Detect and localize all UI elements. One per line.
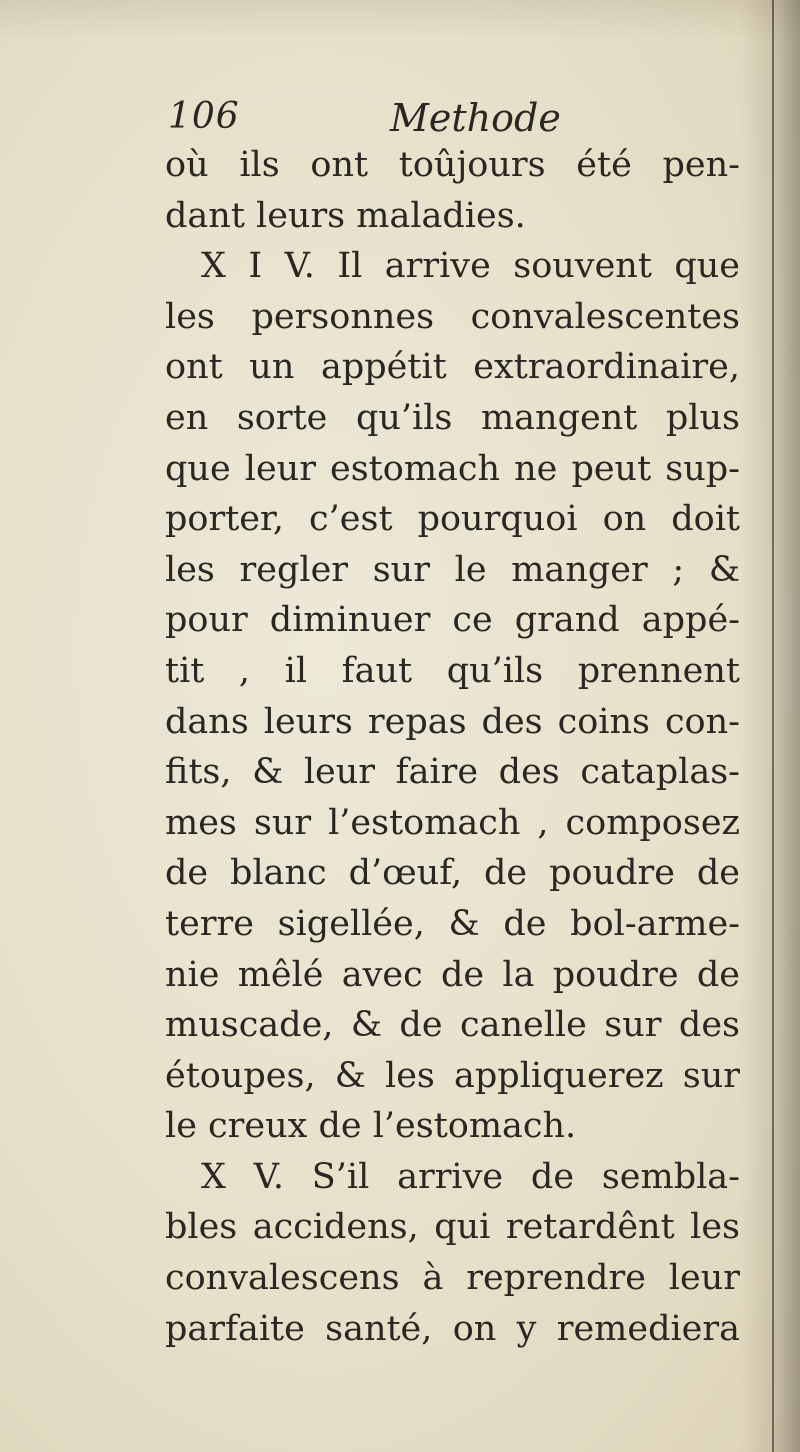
paragraph-xv-start: X V. S’il arrive de sembla- — [201, 1156, 740, 1197]
text-line: que leur estomach ne peut sup- — [165, 448, 740, 489]
page-top-shadow — [0, 0, 800, 40]
text-line: les regler sur le manger ; & — [165, 549, 740, 590]
text-line: terre sigellée, & de bol-arme- — [165, 903, 740, 944]
text-line: en sorte qu’ils mangent plus — [165, 397, 740, 438]
text-line: dans leurs repas des coins con- — [165, 701, 740, 742]
text-line: les personnes convalescentes — [165, 296, 740, 337]
text-line: le creux de l’estomach. — [165, 1106, 577, 1147]
body-text — [165, 140, 740, 1354]
text-line: fits, & leur faire des cataplas- — [165, 752, 740, 793]
paragraph-xiv-start: X I V. Il arrive souvent que — [201, 246, 740, 287]
running-title: Methode — [390, 96, 561, 140]
spine-edge — [772, 0, 774, 1452]
text-line: où ils ont toûjours été pen- — [165, 145, 740, 185]
text-line: étoupes, & les appliquerez sur — [165, 1055, 740, 1096]
text-line: parfaite santé, on y remediera — [165, 1308, 740, 1349]
text-line: porter, c’est pourquoi on doit — [165, 499, 740, 540]
text-line: ont un appétit extraordinaire, — [165, 347, 740, 388]
text-line: mes sur l’estomach , composez — [165, 802, 740, 843]
text-line: pour diminuer ce grand appé- — [165, 600, 740, 641]
spine-shadow — [740, 0, 800, 1452]
text-line: tit , il faut qu’ils prennent — [165, 650, 740, 691]
text-line: muscade, & de canelle sur des — [165, 1005, 740, 1046]
running-head — [168, 96, 738, 144]
text-line: nie mêlé avec de la poudre de — [165, 954, 740, 995]
text-line: bles accidens, qui retardênt les — [165, 1207, 740, 1248]
text-line: de blanc d’œuf, de poudre de — [165, 853, 740, 894]
page-number: 106 — [168, 96, 240, 137]
text-line: dant leurs maladies. — [165, 195, 526, 236]
text-line: convalescens à reprendre leur — [165, 1258, 740, 1299]
